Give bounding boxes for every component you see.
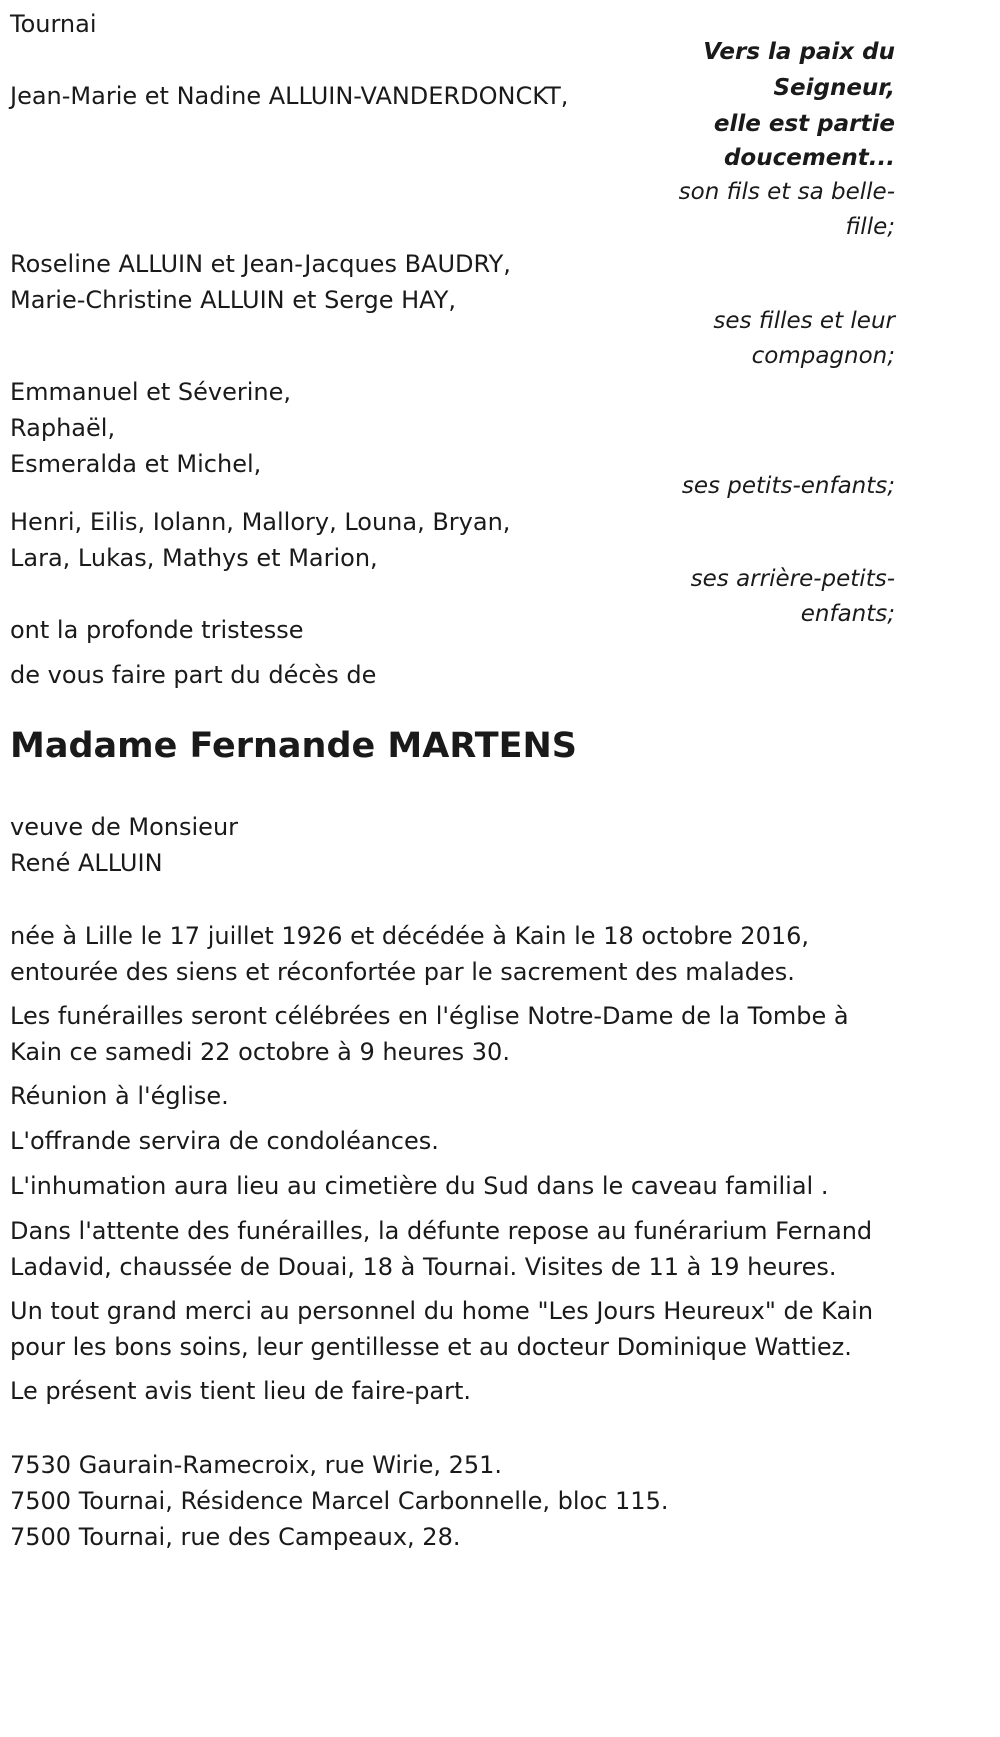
widow-line-2: René ALLUIN (10, 849, 163, 877)
grandchild-line-2: Raphaël, (10, 414, 116, 442)
daughter-line-1: Roseline ALLUIN et Jean-Jacques BAUDRY, (10, 250, 511, 278)
son-line: Jean-Marie et Nadine ALLUIN-VANDERDONCKT, (10, 82, 569, 110)
great-grandchild-line-1: Henri, Eilis, Iolann, Mallory, Louna, Bryan, (10, 508, 511, 536)
grandchild-line-3: Esmeralda et Michel, (10, 450, 262, 478)
verse-line-1: Vers la paix du (703, 39, 895, 65)
thanks-line-2: pour les bons soins, leur gentillesse et au docteur Dominique Wattiez. (10, 1333, 852, 1361)
grandchild-line-1: Emmanuel et Séverine, (10, 378, 292, 406)
relation-son-2: fille; (845, 214, 895, 240)
city-header: Tournai (10, 10, 97, 38)
announcement-line-1: ont la profonde tristesse (10, 616, 304, 644)
repose-line-1: Dans l'attente des funérailles, la défunte repose au funérarium Fernand (10, 1217, 873, 1245)
burial-line: L'inhumation aura lieu au cimetière du Sud dans le caveau familial . (10, 1172, 829, 1200)
notice-line: Le présent avis tient lieu de faire-part. (10, 1377, 472, 1405)
great-grandchild-line-2: Lara, Lukas, Mathys et Marion, (10, 544, 378, 572)
relation-daughters-2: compagnon; (751, 343, 895, 369)
address-line-3: 7500 Tournai, rue des Campeaux, 28. (10, 1523, 461, 1551)
funeral-line-1: Les funérailles seront célébrées en l'église Notre-Dame de la Tombe à (10, 1002, 849, 1030)
announcement-line-2: de vous faire part du décès de (10, 661, 377, 689)
widow-line-1: veuve de Monsieur (10, 813, 239, 841)
repose-line-2: Ladavid, chaussée de Douai, 18 à Tournai. Visites de 11 à 19 heures. (10, 1253, 837, 1281)
relation-great-grandchildren-1: ses arrière-petits- (690, 566, 895, 592)
address-line-1: 7530 Gaurain-Ramecroix, rue Wirie, 251. (10, 1451, 503, 1479)
verse-line-4: doucement... (723, 145, 895, 171)
meeting-line: Réunion à l'église. (10, 1082, 229, 1110)
relation-daughters-1: ses filles et leur (713, 308, 895, 334)
relation-grandchildren: ses petits-enfants; (681, 473, 895, 499)
thanks-line-1: Un tout grand merci au personnel du home "Les Jours Heureux" de Kain (10, 1297, 874, 1325)
offering-line: L'offrande servira de condoléances. (10, 1127, 439, 1155)
verse-line-3: elle est partie (713, 111, 895, 137)
daughter-line-2: Marie-Christine ALLUIN et Serge HAY, (10, 286, 457, 314)
birth-death-line-2: entourée des siens et réconfortée par le sacrement des malades. (10, 958, 795, 986)
relation-great-grandchildren-2: enfants; (800, 601, 895, 627)
birth-death-line-1: née à Lille le 17 juillet 1926 et décédée à Kain le 18 octobre 2016, (10, 922, 810, 950)
verse-line-2: Seigneur, (773, 75, 895, 101)
relation-son-1: son fils et sa belle- (678, 179, 895, 205)
deceased-name: Madame Fernande MARTENS (10, 726, 578, 766)
address-line-2: 7500 Tournai, Résidence Marcel Carbonnelle, bloc 115. (10, 1487, 669, 1515)
funeral-line-2: Kain ce samedi 22 octobre à 9 heures 30. (10, 1038, 510, 1066)
